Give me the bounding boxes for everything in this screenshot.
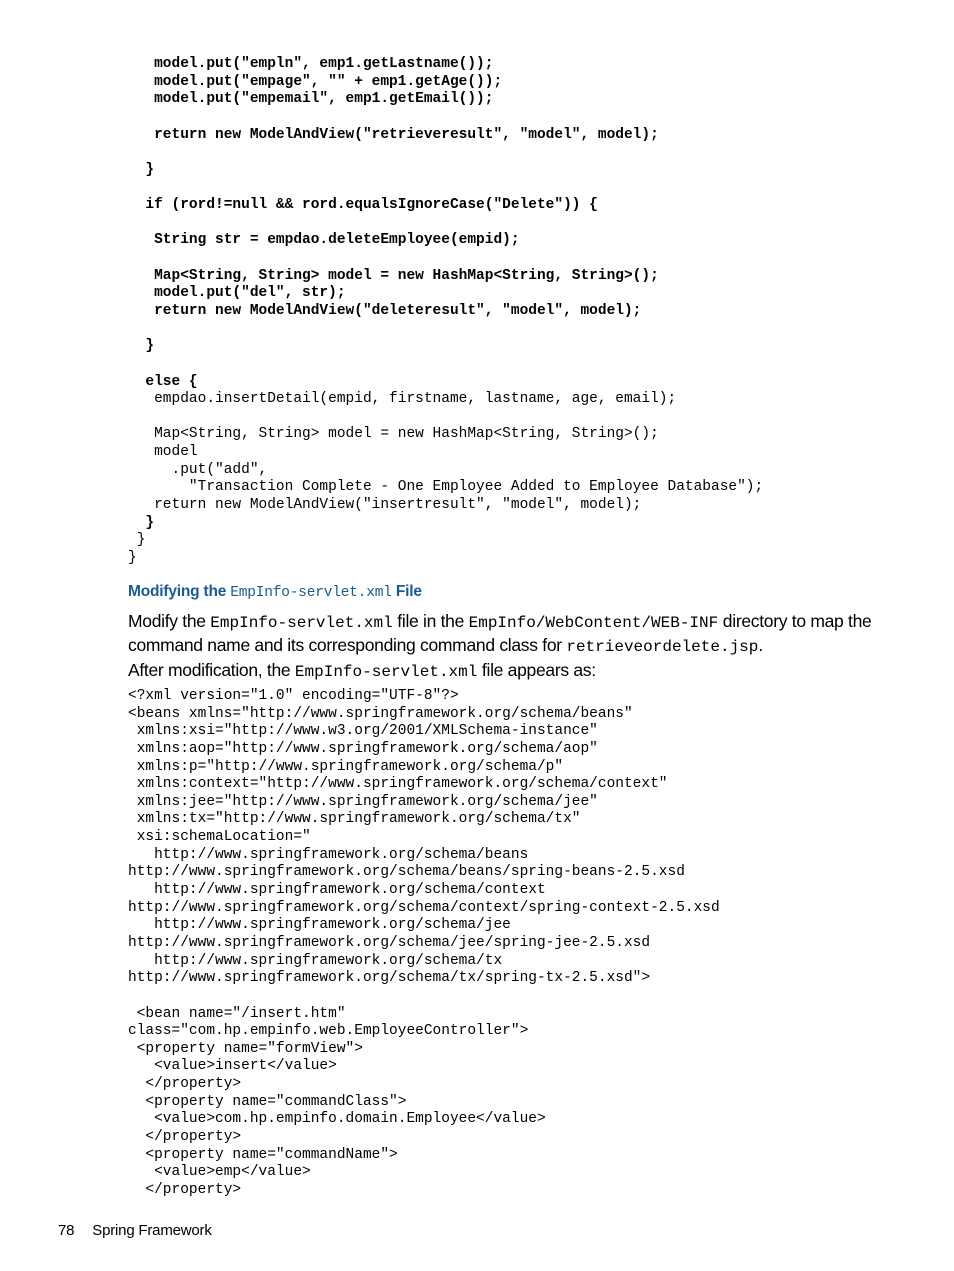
- para-text: After modification, the: [128, 660, 295, 680]
- code-line: [128, 321, 763, 339]
- code-line: .put("add",: [128, 461, 268, 478]
- code-listing-java: [128, 56, 763, 568]
- code-line: model.put("empage", "" + emp1.getAge());: [128, 73, 503, 90]
- code-line: xmlns:jee="http://www.springframework.org/schema/jee": [128, 793, 598, 810]
- code-line: <?xml version="1.0" encoding="UTF-8"?>: [128, 688, 459, 704]
- code-line: class="com.hp.empinfo.web.EmployeeController">: [128, 1023, 529, 1040]
- code-line: http://www.springframework.org/schema/tx/spring-tx-2.5.xsd">: [128, 970, 651, 987]
- code-line: model: [128, 444, 198, 461]
- code-line: model.put("empemail", emp1.getEmail());: [128, 91, 494, 108]
- code-line: return new ModelAndView("retrieveresult", "model", model);: [128, 126, 659, 143]
- code-line: </property>: [128, 1076, 242, 1093]
- code-line: else {: [128, 373, 198, 390]
- code-line: Map<String, String> model = new HashMap<String, String>();: [128, 267, 659, 284]
- page-number: 78: [58, 1222, 75, 1239]
- code-line: "Transaction Complete - One Employee Added to Employee Database");: [128, 479, 764, 496]
- filename-code: EmpInfo-servlet.xml: [210, 614, 393, 632]
- para-text: .: [758, 635, 763, 655]
- code-line: xmlns:aop="http://www.springframework.org/schema/aop": [128, 740, 598, 757]
- code-line: [128, 409, 763, 427]
- code-line: http://www.springframework.org/schema/beans/spring-beans-2.5.xsd: [128, 864, 685, 881]
- code-line: http://www.springframework.org/schema/jee: [128, 917, 511, 934]
- code-line: <value>com.hp.empinfo.domain.Employee</value>: [128, 1111, 546, 1128]
- code-line: }: [128, 338, 155, 355]
- para-text: file appears as:: [477, 660, 596, 680]
- code-line: [128, 215, 763, 233]
- para-text: Modify the: [128, 611, 211, 631]
- code-line: xmlns:xsi="http://www.w3.org/2001/XMLSchema-instance": [128, 723, 598, 740]
- body-paragraph-after: [128, 659, 873, 683]
- code-line: http://www.springframework.org/schema/tx: [128, 952, 503, 969]
- code-line: <value>insert</value>: [128, 1058, 337, 1075]
- code-line: http://www.springframework.org/schema/beans: [128, 846, 529, 863]
- code-listing-xml: [128, 688, 720, 1200]
- code-line: <property name="commandClass">: [128, 1093, 407, 1110]
- code-line: if (rord!=null && rord.equalsIgnoreCase("Delete")) {: [128, 197, 598, 214]
- code-line: return new ModelAndView("deleteresult", "model", model);: [128, 302, 642, 319]
- code-line: <value>emp</value>: [128, 1164, 311, 1181]
- code-line: <bean name="/insert.htm": [128, 1005, 346, 1022]
- code-line: [128, 144, 763, 162]
- code-line: xmlns:p="http://www.springframework.org/schema/p": [128, 758, 564, 775]
- code-line: <property name="formView">: [128, 1040, 363, 1057]
- code-line: http://www.springframework.org/schema/context: [128, 882, 546, 899]
- code-line: String str = empdao.deleteEmployee(empid);: [128, 232, 520, 249]
- heading-prefix: Modifying the: [128, 583, 231, 600]
- footer-section-title: Spring Framework: [92, 1222, 212, 1239]
- code-line: [128, 109, 763, 127]
- page-footer: [58, 1222, 212, 1239]
- code-line: }: [128, 532, 146, 549]
- code-line: http://www.springframework.org/schema/jee/spring-jee-2.5.xsd: [128, 934, 651, 951]
- jsp-filename-code: retrieveordelete.jsp: [566, 638, 759, 656]
- code-line: [128, 250, 763, 268]
- code-line: xmlns:context="http://www.springframework.org/schema/context": [128, 776, 668, 793]
- code-line: xmlns:tx="http://www.springframework.org/schema/tx": [128, 811, 581, 828]
- code-line: xsi:schemaLocation=": [128, 829, 311, 846]
- code-line: return new ModelAndView("insertresult", "model", model);: [128, 497, 642, 514]
- heading-suffix: File: [391, 583, 422, 600]
- code-line: model.put("empln", emp1.getLastname());: [128, 56, 494, 72]
- code-line: [128, 356, 763, 374]
- code-line: http://www.springframework.org/schema/context/spring-context-2.5.xsd: [128, 899, 720, 916]
- body-paragraph-modify: [128, 610, 873, 658]
- code-line: }: [128, 549, 137, 566]
- section-heading: [128, 583, 422, 601]
- code-line: <beans xmlns="http://www.springframework.org/schema/beans": [128, 705, 633, 722]
- code-line: [128, 988, 720, 1006]
- code-line: model.put("del", str);: [128, 285, 346, 302]
- code-line: [128, 179, 763, 197]
- code-line: }: [128, 161, 155, 178]
- code-line: <property name="commandName">: [128, 1146, 398, 1163]
- code-line: }: [128, 514, 155, 531]
- para-text: directory to map the command name and its corresponding command class for: [128, 611, 872, 655]
- code-line: </property>: [128, 1129, 242, 1146]
- directory-code: EmpInfo/WebContent/WEB-INF: [468, 614, 719, 632]
- heading-filename: EmpInfo-servlet.xml: [230, 585, 392, 601]
- code-line: </property>: [128, 1181, 242, 1198]
- filename-code: EmpInfo-servlet.xml: [294, 663, 478, 681]
- code-line: empdao.insertDetail(empid, firstname, lastname, age, email);: [128, 391, 677, 408]
- code-line: Map<String, String> model = new HashMap<String, String>();: [128, 426, 659, 443]
- para-text: file in the: [392, 611, 469, 631]
